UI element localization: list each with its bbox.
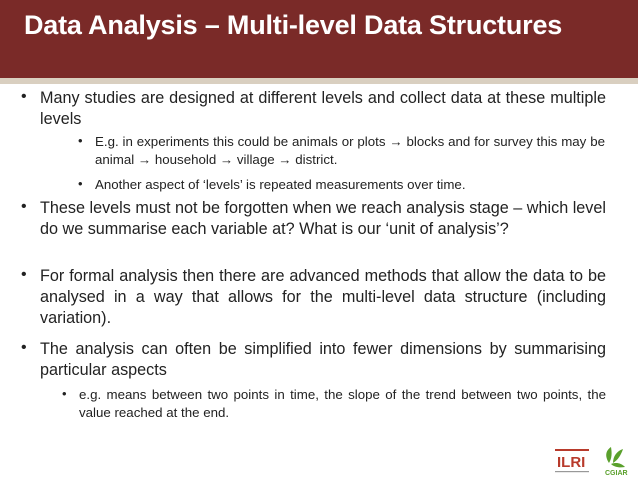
sub-bullet-item: E.g. in experiments this could be animals or plots → blocks and for survey this may be animal → household → village → district. — [95, 134, 605, 167]
bullet-item: For formal analysis then there are advanced methods that allow the data to be analysed in a way that allows for the multi-level data structure (including variation). — [40, 267, 606, 327]
title-divider — [0, 78, 638, 84]
bullet-marker: • — [21, 88, 27, 105]
bullet-marker: • — [21, 266, 27, 283]
bullet-item: The analysis can often be simplified into fewer dimensions by summarising particular aspects — [40, 340, 606, 379]
cgiar-logo — [605, 447, 628, 477]
bullet-item: Many studies are designed at different levels and collect data at these multiple levels — [40, 89, 606, 128]
title-bar — [0, 0, 638, 78]
bullet-marker: • — [78, 133, 83, 148]
bullet-item: These levels must not be forgotten when we reach analysis stage – which level do we summarise each variable at? What is our ‘unit of analysis’? — [40, 199, 606, 238]
svg-text:CGIAR: CGIAR — [605, 470, 628, 477]
bullet-marker: • — [21, 339, 27, 356]
sub-bullet-item: e.g. means between two points in time, the slope of the trend between two points, the value reached at the end. — [79, 387, 606, 420]
logo-area — [555, 443, 635, 477]
partner-logos — [555, 443, 635, 477]
slide-title: Data Analysis – Multi-level Data Structures — [24, 10, 563, 40]
sub-bullet-item: Another aspect of ‘levels’ is repeated measurements over time. — [95, 177, 466, 192]
bullet-marker: • — [78, 176, 83, 191]
svg-text:ILRI: ILRI — [557, 454, 586, 471]
bullet-marker: • — [21, 198, 27, 215]
bullet-marker: • — [62, 386, 67, 401]
ilri-logo — [555, 449, 589, 472]
